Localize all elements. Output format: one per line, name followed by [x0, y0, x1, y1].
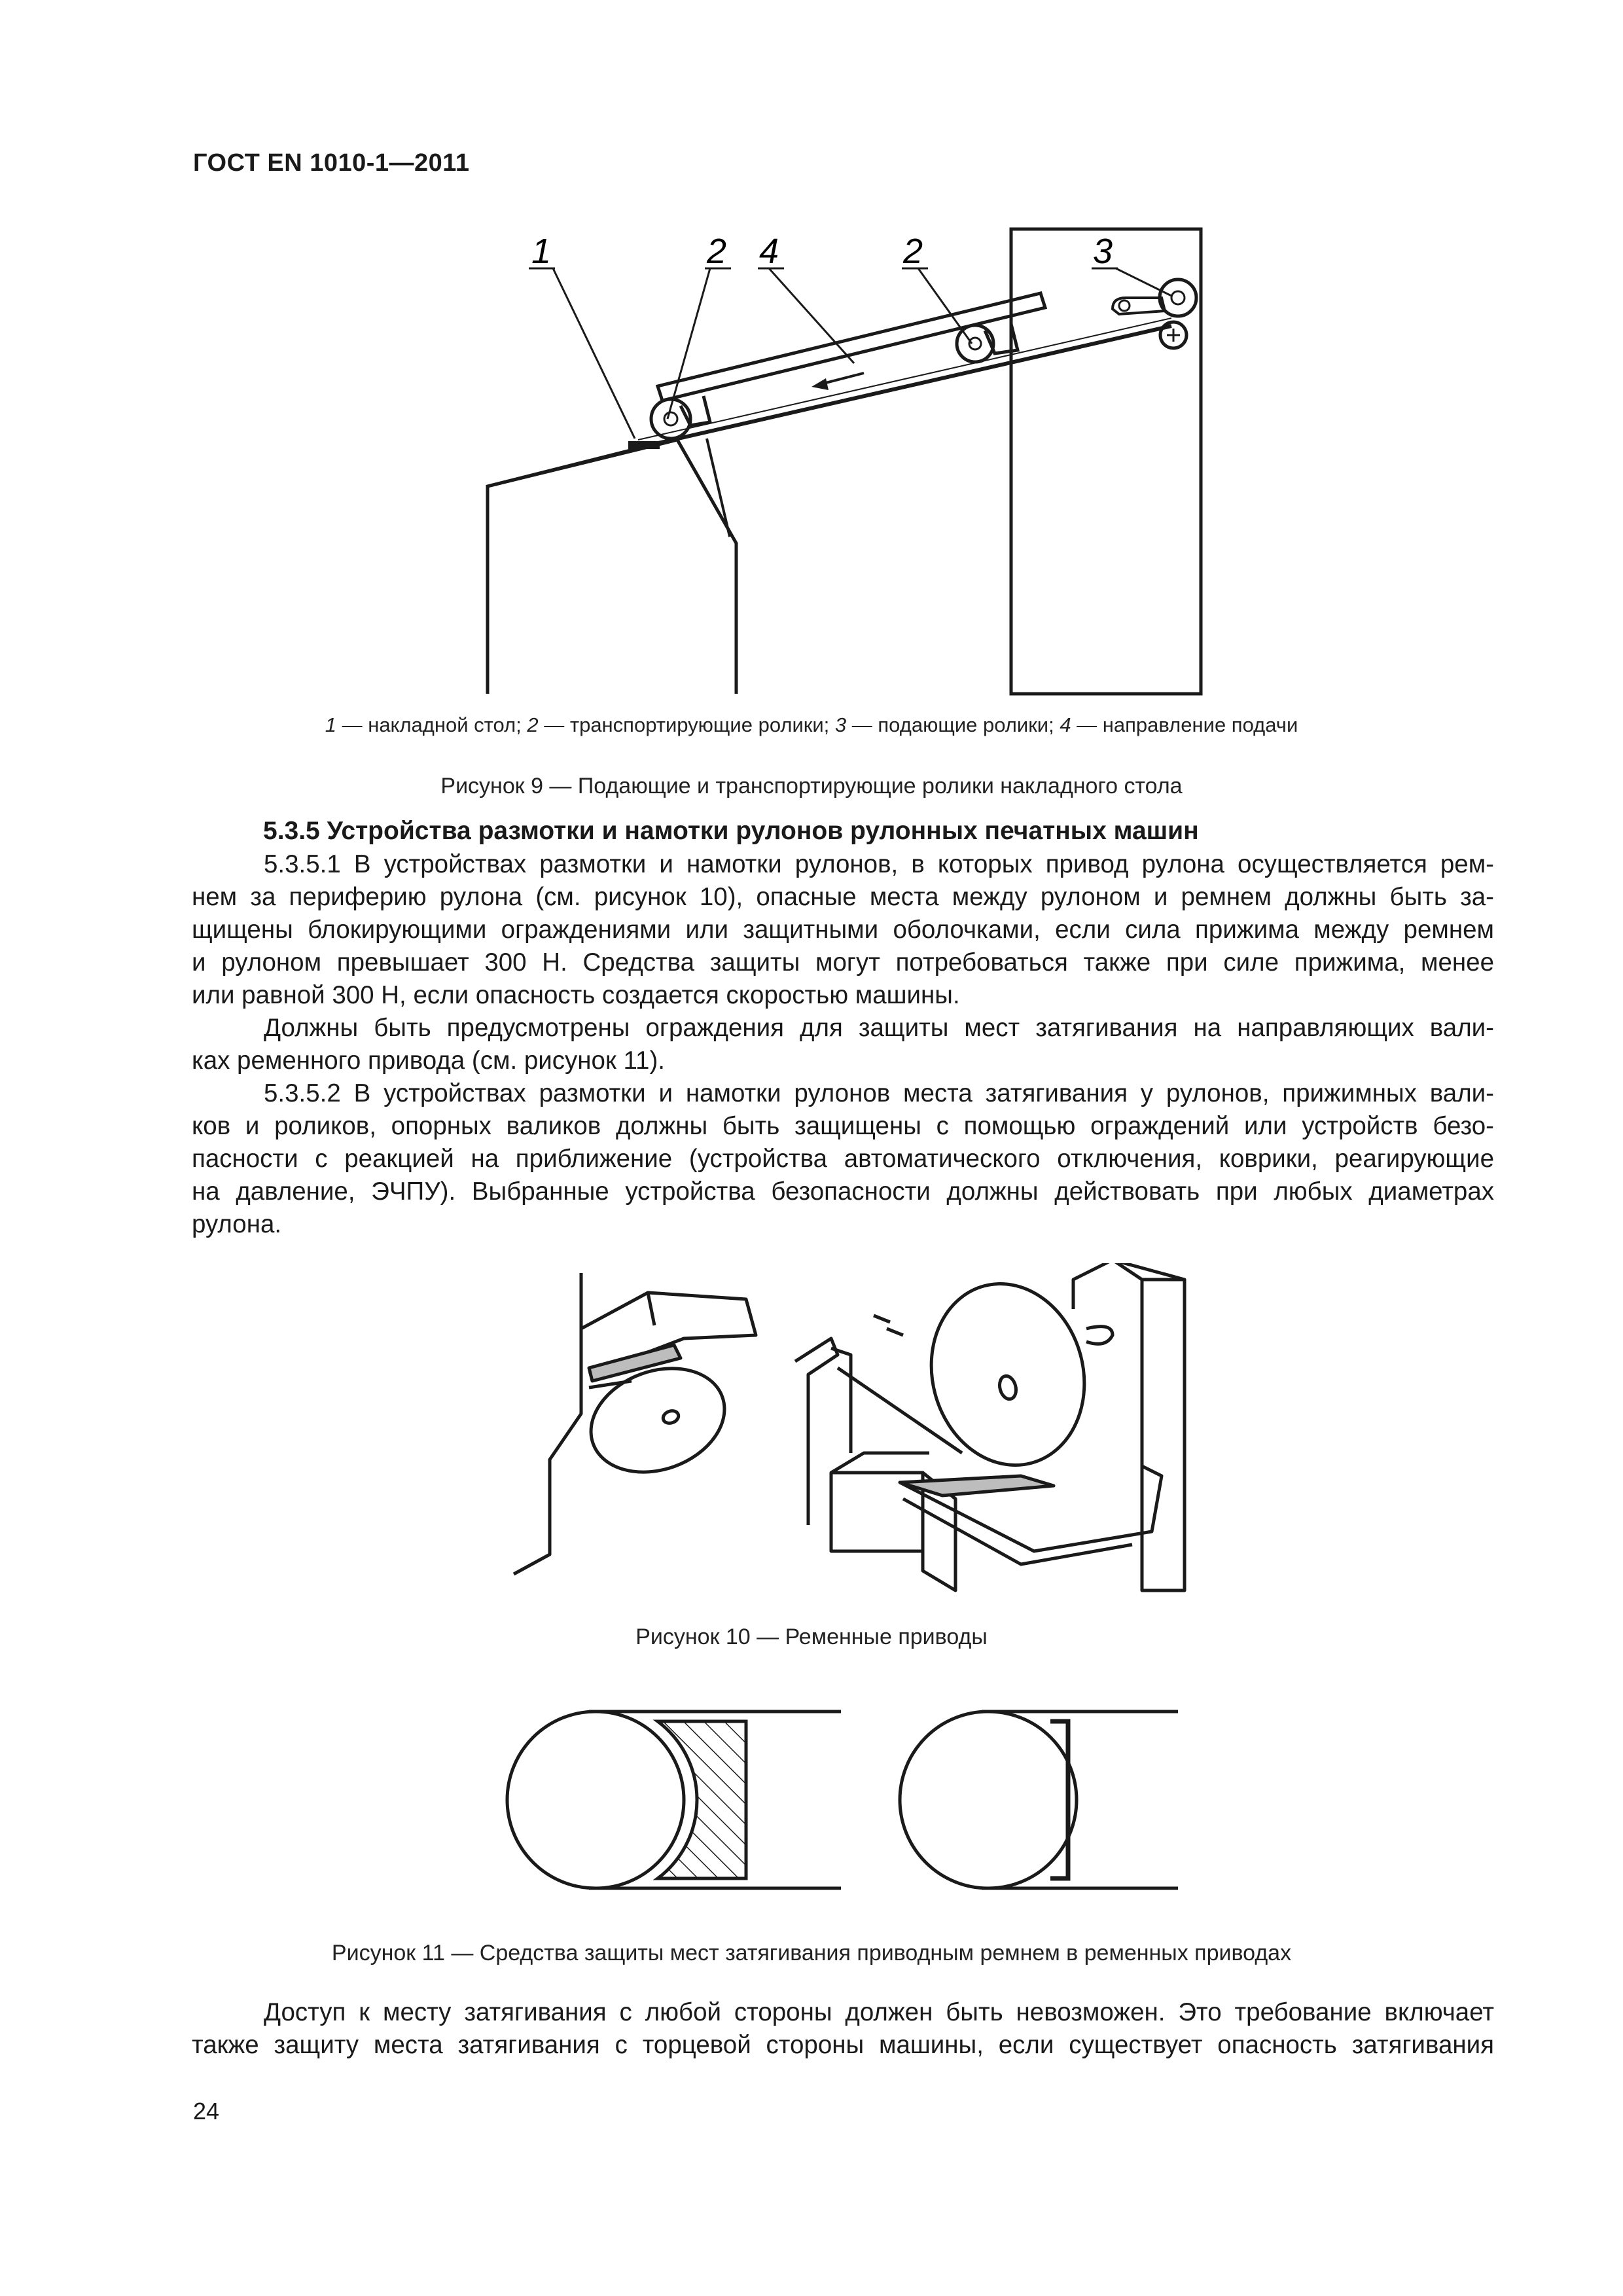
document-header: ГОСТ EN 1010-1—2011 [193, 149, 470, 177]
legend-text-1: — накладной стол; [336, 713, 527, 736]
p3-line: на давление, ЭЧПУ). Выбранные устройства безопасности должны действовать при любых диаметрах [192, 1177, 1494, 1206]
p2-line: Должны быть предусмотрены ограждения для защиты мест затягивания на направляющих вали- [264, 1014, 1494, 1042]
paragraph-guards [192, 1012, 1494, 1077]
conveyor-frame [658, 293, 1045, 401]
fig9-label-2a: 2 [707, 232, 727, 271]
paragraph-5-3-5-1 [192, 848, 1494, 1012]
figure-10-caption: Рисунок 10 — Ременные приводы [635, 1624, 988, 1649]
closing-line: также защиту места затягивания с торцевой стороны машины, если существует опасность затягивания [192, 2031, 1494, 2059]
fig9-label-4: 4 [759, 232, 779, 271]
fig9-label-2b: 2 [903, 232, 923, 271]
legend-num-3: 3 [834, 713, 847, 736]
p1-line: 5.3.5.1 В устройствах размотки и намотки рулонов, в которых привод рулона осуществляется рем- [264, 850, 1494, 878]
figure-9-legend [0, 713, 1623, 737]
p2-line: ках ременного привода (см. рисунок 11). [192, 1047, 665, 1075]
legend-text-3: — подающие ролики; [846, 713, 1060, 736]
p3-line: 5.3.5.2 В устройствах размотки и намотки рулонов места затягивания у рулонов, прижимных вали- [264, 1079, 1494, 1107]
fig9-label-1: 1 [531, 232, 552, 271]
right-roll [912, 1266, 1105, 1482]
roll-left [507, 1712, 684, 1888]
section-heading: 5.3.5 Устройства размотки и намотки рулонов рулонных печатных машин [263, 817, 1199, 845]
p3-line: ков и роликов, опорных валиков должны быть защищены с помощью ограждений или устройств безо- [192, 1112, 1494, 1140]
legend-num-4: 4 [1060, 713, 1071, 736]
figure-11-drawing [0, 1689, 1623, 1905]
figure-9-drawing [0, 216, 1623, 713]
p1-line: и рулоном превышает 300 Н. Средства защиты могут потребоваться также при силе прижима, менее [192, 948, 1494, 977]
figure-9-caption: Рисунок 9 — Подающие и транспортирующие ролики накладного стола [440, 774, 1183, 798]
p1-line: или равной 300 Н, если опасность создается скоростью машины. [192, 981, 960, 1009]
paragraph-5-3-5-2 [192, 1077, 1494, 1241]
legend-text-4: — направление подачи [1071, 713, 1298, 736]
page-number: 24 [193, 2098, 220, 2125]
legend-text-2: — транспортирующие ролики; [538, 713, 835, 736]
p3-line: рулона. [192, 1210, 282, 1238]
p1-line: нем за периферию рулона (см. рисунок 10), опасные места между рулоном и ремнем должны быть за- [192, 883, 1494, 911]
legend-num-1: 1 [325, 713, 336, 736]
fig9-label-3: 3 [1093, 232, 1113, 271]
figure-11-caption: Рисунок 11 — Средства защиты мест затягивания приводным ремнем в ременных приводах [331, 1941, 1292, 1965]
legend-num-2: 2 [527, 713, 539, 736]
figure-10-drawing [0, 1263, 1623, 1604]
closing-line: Доступ к месту затягивания с любой стороны должен быть невозможен. Это требование включает [264, 1998, 1494, 2026]
roll-right [900, 1712, 1077, 1888]
p1-line: щищены блокирующими ограждениями или защитными оболочками, если сила прижима между ремнем [192, 916, 1494, 944]
p3-line: пасности с реакцией на приближение (устройства автоматического отключения, коврики, реагирующие [192, 1145, 1494, 1173]
right-frame-column [1142, 1280, 1185, 1590]
paragraph-closing [192, 1996, 1494, 2062]
